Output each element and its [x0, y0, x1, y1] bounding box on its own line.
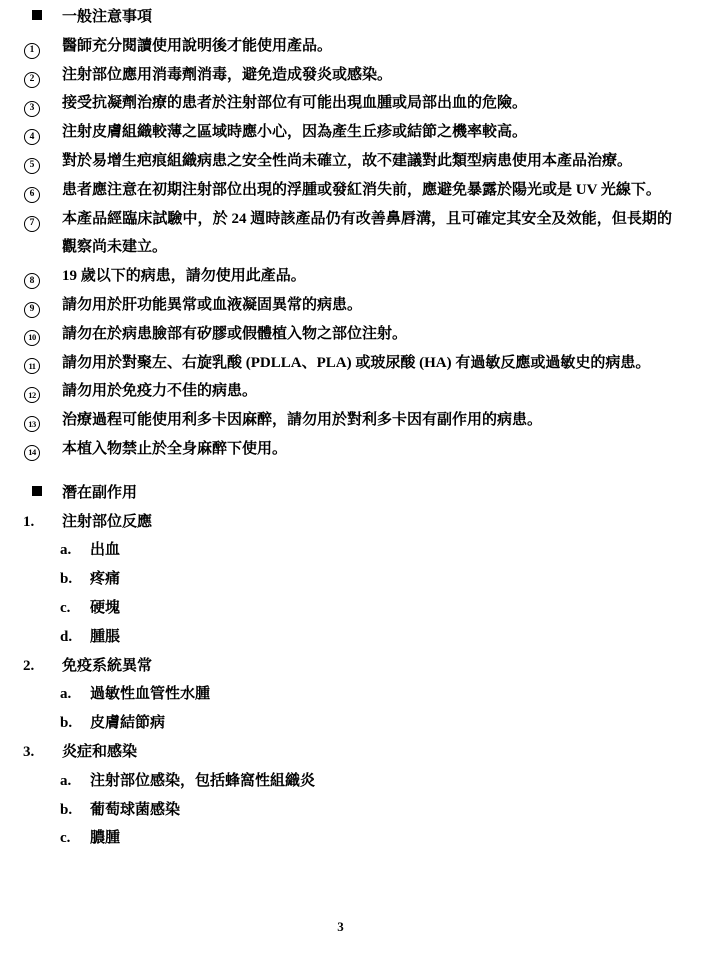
precaution-item-12 [0, 377, 701, 406]
item-letter: b. [60, 571, 73, 588]
item-text: 腫脹 [90, 628, 121, 645]
marker-cell [23, 377, 62, 406]
precaution-item-3 [0, 89, 701, 118]
item-letter: c. [60, 599, 71, 616]
group-title: 注射部位反應 [62, 513, 153, 530]
marker-cell [23, 435, 62, 464]
circled-number-icon: 4 [24, 129, 40, 145]
item-letter: a. [60, 772, 72, 789]
side-effect-group-1 [0, 508, 701, 537]
circled-number-icon: 3 [24, 101, 40, 117]
precaution-text: 19 歲以下的病患，請勿使用此產品。 [62, 268, 306, 285]
item-letter: c. [60, 830, 71, 847]
side-effect-item-1b [0, 565, 701, 594]
precaution-text: 對於易增生疤痕組織病患之安全性尚未確立，故不建議對此類型病患使用本產品治療。 [62, 152, 633, 169]
precaution-text: 注射部位應用消毒劑消毒，避免造成發炎或感染。 [62, 66, 393, 83]
precaution-item-8 [0, 262, 701, 291]
side-effect-item-1d [0, 623, 701, 652]
item-letter: d. [60, 628, 73, 645]
item-text: 注射部位感染，包括蜂窩性組織炎 [90, 772, 316, 789]
side-effect-group-2 [0, 652, 701, 681]
precaution-item-13 [0, 406, 701, 435]
precaution-item-2 [0, 61, 701, 90]
precaution-item-6 [0, 176, 701, 205]
circled-number-icon: 11 [24, 358, 40, 374]
circled-number-icon: 2 [24, 72, 40, 88]
marker-cell [23, 61, 62, 90]
side-effect-item-1c [0, 594, 701, 623]
marker-cell [23, 118, 62, 147]
item-letter: a. [60, 542, 72, 559]
marker-cell [23, 176, 62, 205]
section-potential-side-effects [0, 479, 701, 853]
precaution-item-14 [0, 435, 701, 464]
section-title: 潛在副作用 [62, 484, 138, 501]
circled-number-icon: 1 [24, 43, 40, 59]
precaution-item-4 [0, 118, 701, 147]
precaution-text: 注射皮膚組織較薄之區域時應小心，因為產生丘疹或結節之機率較高。 [62, 124, 528, 141]
square-bullet-icon [32, 486, 42, 496]
precaution-text: 本植入物禁止於全身麻醉下使用。 [62, 440, 288, 457]
section-general-precautions [0, 3, 701, 464]
item-text: 疼痛 [90, 571, 121, 588]
square-bullet-icon [32, 10, 42, 20]
page-number: 3 [337, 919, 344, 934]
group-title: 炎症和感染 [62, 743, 138, 760]
marker-cell [23, 32, 62, 61]
circled-number-icon: 8 [24, 273, 40, 289]
group-number: 2. [23, 657, 35, 674]
precaution-item-11 [0, 349, 701, 378]
side-effect-item-2b [0, 709, 701, 738]
circled-number-icon: 13 [24, 416, 40, 432]
section-title: 一般注意事項 [62, 9, 153, 25]
marker-cell [23, 406, 62, 435]
marker-cell [23, 349, 62, 378]
marker-cell [23, 479, 62, 508]
item-letter: b. [60, 715, 73, 732]
precaution-text: 請勿用於對聚左、右旋乳酸 (PDLLA、PLA) 或玻尿酸 (HA) 有過敏反應或過敏史的病患。 [62, 354, 651, 371]
precaution-text: 請勿用於免疫力不佳的病患。 [62, 383, 258, 400]
section-header-general [0, 3, 701, 32]
item-text: 出血 [90, 542, 121, 559]
marker-cell [23, 147, 62, 176]
marker-cell [23, 291, 62, 320]
precaution-item-1 [0, 32, 701, 61]
precaution-item-10 [0, 320, 701, 349]
marker-cell [23, 89, 62, 118]
precaution-text: 請勿在於病患臉部有矽膠或假體植入物之部位注射。 [62, 325, 408, 342]
circled-number-icon: 14 [24, 445, 40, 461]
precaution-text: 請勿用於肝功能異常或血液凝固異常的病患。 [62, 296, 363, 313]
circled-number-icon: 7 [24, 216, 40, 232]
circled-number-icon: 5 [24, 158, 40, 174]
precaution-item-5 [0, 147, 701, 176]
side-effect-item-3a [0, 767, 701, 796]
item-letter: a. [60, 686, 72, 703]
precaution-text: 本產品經臨床試驗中，於 24 週時該產品仍有改善鼻唇溝，且可確定其安全及效能，但長期的觀察尚未建立。 [62, 210, 672, 256]
circled-number-icon: 6 [24, 187, 40, 203]
item-text: 膿腫 [90, 830, 121, 847]
section-header-side-effects [0, 479, 701, 508]
precaution-item-9 [0, 291, 701, 320]
precaution-text: 患者應注意在初期注射部位出現的浮腫或發紅消失前，應避免暴露於陽光或是 UV 光線下。 [62, 181, 661, 198]
precaution-text: 接受抗凝劑治療的患者於注射部位有可能出現血腫或局部出血的危險。 [62, 95, 528, 112]
marker-cell [23, 205, 62, 234]
marker-cell [23, 262, 62, 291]
precaution-text: 治療過程可能使用利多卡因麻醉，請勿用於對利多卡因有副作用的病患。 [62, 412, 543, 429]
side-effect-item-3b [0, 796, 701, 825]
group-number: 3. [23, 743, 35, 760]
circled-number-icon: 9 [24, 302, 40, 318]
precaution-item-7 [0, 205, 701, 263]
side-effect-item-3c [0, 824, 701, 853]
item-text: 過敏性血管性水腫 [90, 686, 211, 703]
side-effect-group-3 [0, 738, 701, 767]
side-effect-item-2a [0, 680, 701, 709]
precaution-text: 醫師充分閱讀使用說明後才能使用產品。 [62, 37, 333, 54]
item-text: 葡萄球菌感染 [90, 801, 181, 818]
marker-cell [23, 3, 62, 32]
item-text: 皮膚結節病 [90, 715, 166, 732]
circled-number-icon: 10 [24, 330, 40, 346]
circled-number-icon: 12 [24, 387, 40, 403]
marker-cell [23, 320, 62, 349]
group-title: 免疫系統異常 [62, 657, 153, 674]
item-text: 硬塊 [90, 599, 121, 616]
group-number: 1. [23, 513, 35, 530]
item-letter: b. [60, 801, 73, 818]
side-effect-item-1a [0, 536, 701, 565]
